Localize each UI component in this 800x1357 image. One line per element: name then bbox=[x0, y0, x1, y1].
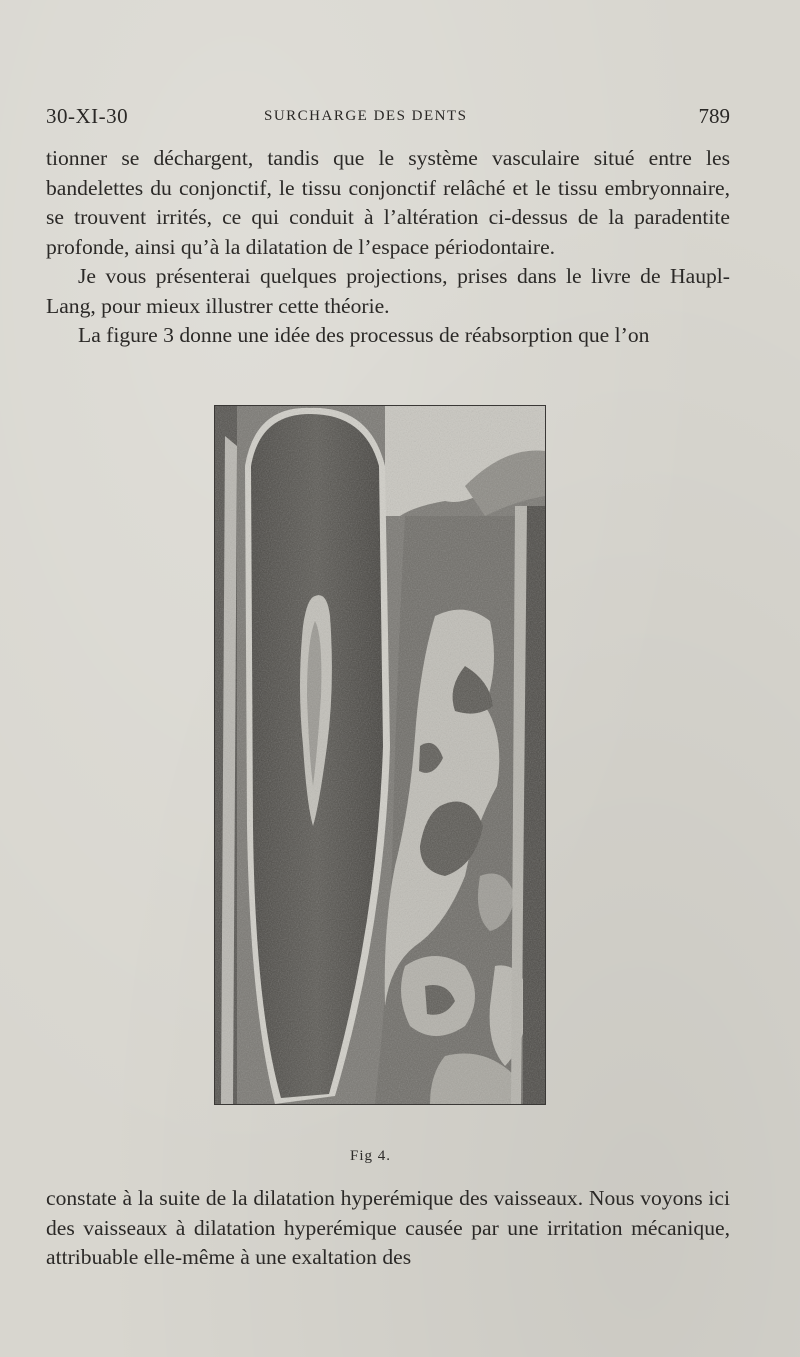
figure-caption: Fig 4. bbox=[350, 1148, 392, 1164]
text-block-top bbox=[46, 144, 730, 351]
header-date: 30-XI-30 bbox=[46, 104, 129, 128]
micrograph-figure bbox=[214, 405, 546, 1105]
micrograph-image bbox=[215, 406, 545, 1104]
page-number: 789 bbox=[698, 104, 730, 128]
paragraph-figure-reference: La figure 3 donne une idée des processus de réabsorption que l’on bbox=[78, 323, 650, 347]
paragraph-hyperemic: constate à la suite de la dilatation hyperémique des vaisseaux. Nous voyons ici des vaisseaux à dilatation hyperémique causée par une irritation mécanique, attribuable elle-même à une exaltation des bbox=[46, 1186, 730, 1269]
header-title: SURCHARGE DES DENTS bbox=[264, 108, 468, 124]
running-head bbox=[46, 104, 730, 134]
paragraph-projections: Je vous présenterai quelques projections, prises dans le livre de Haupl-Lang, pour mieux illustrer cette théorie. bbox=[46, 264, 730, 318]
paragraph-continuation: tionner se déchargent, tandis que le système vasculaire situé entre les bandelettes du conjonctif, le tissu conjonctif relâché et le tissu embryonnaire, se trouvent irrités, ce qui conduit à l’altération ci-dessus de la paradentite profonde, ainsi qu’à la dilatation de l’espace périodontaire. bbox=[46, 146, 730, 259]
text-block-bottom bbox=[46, 1184, 730, 1273]
